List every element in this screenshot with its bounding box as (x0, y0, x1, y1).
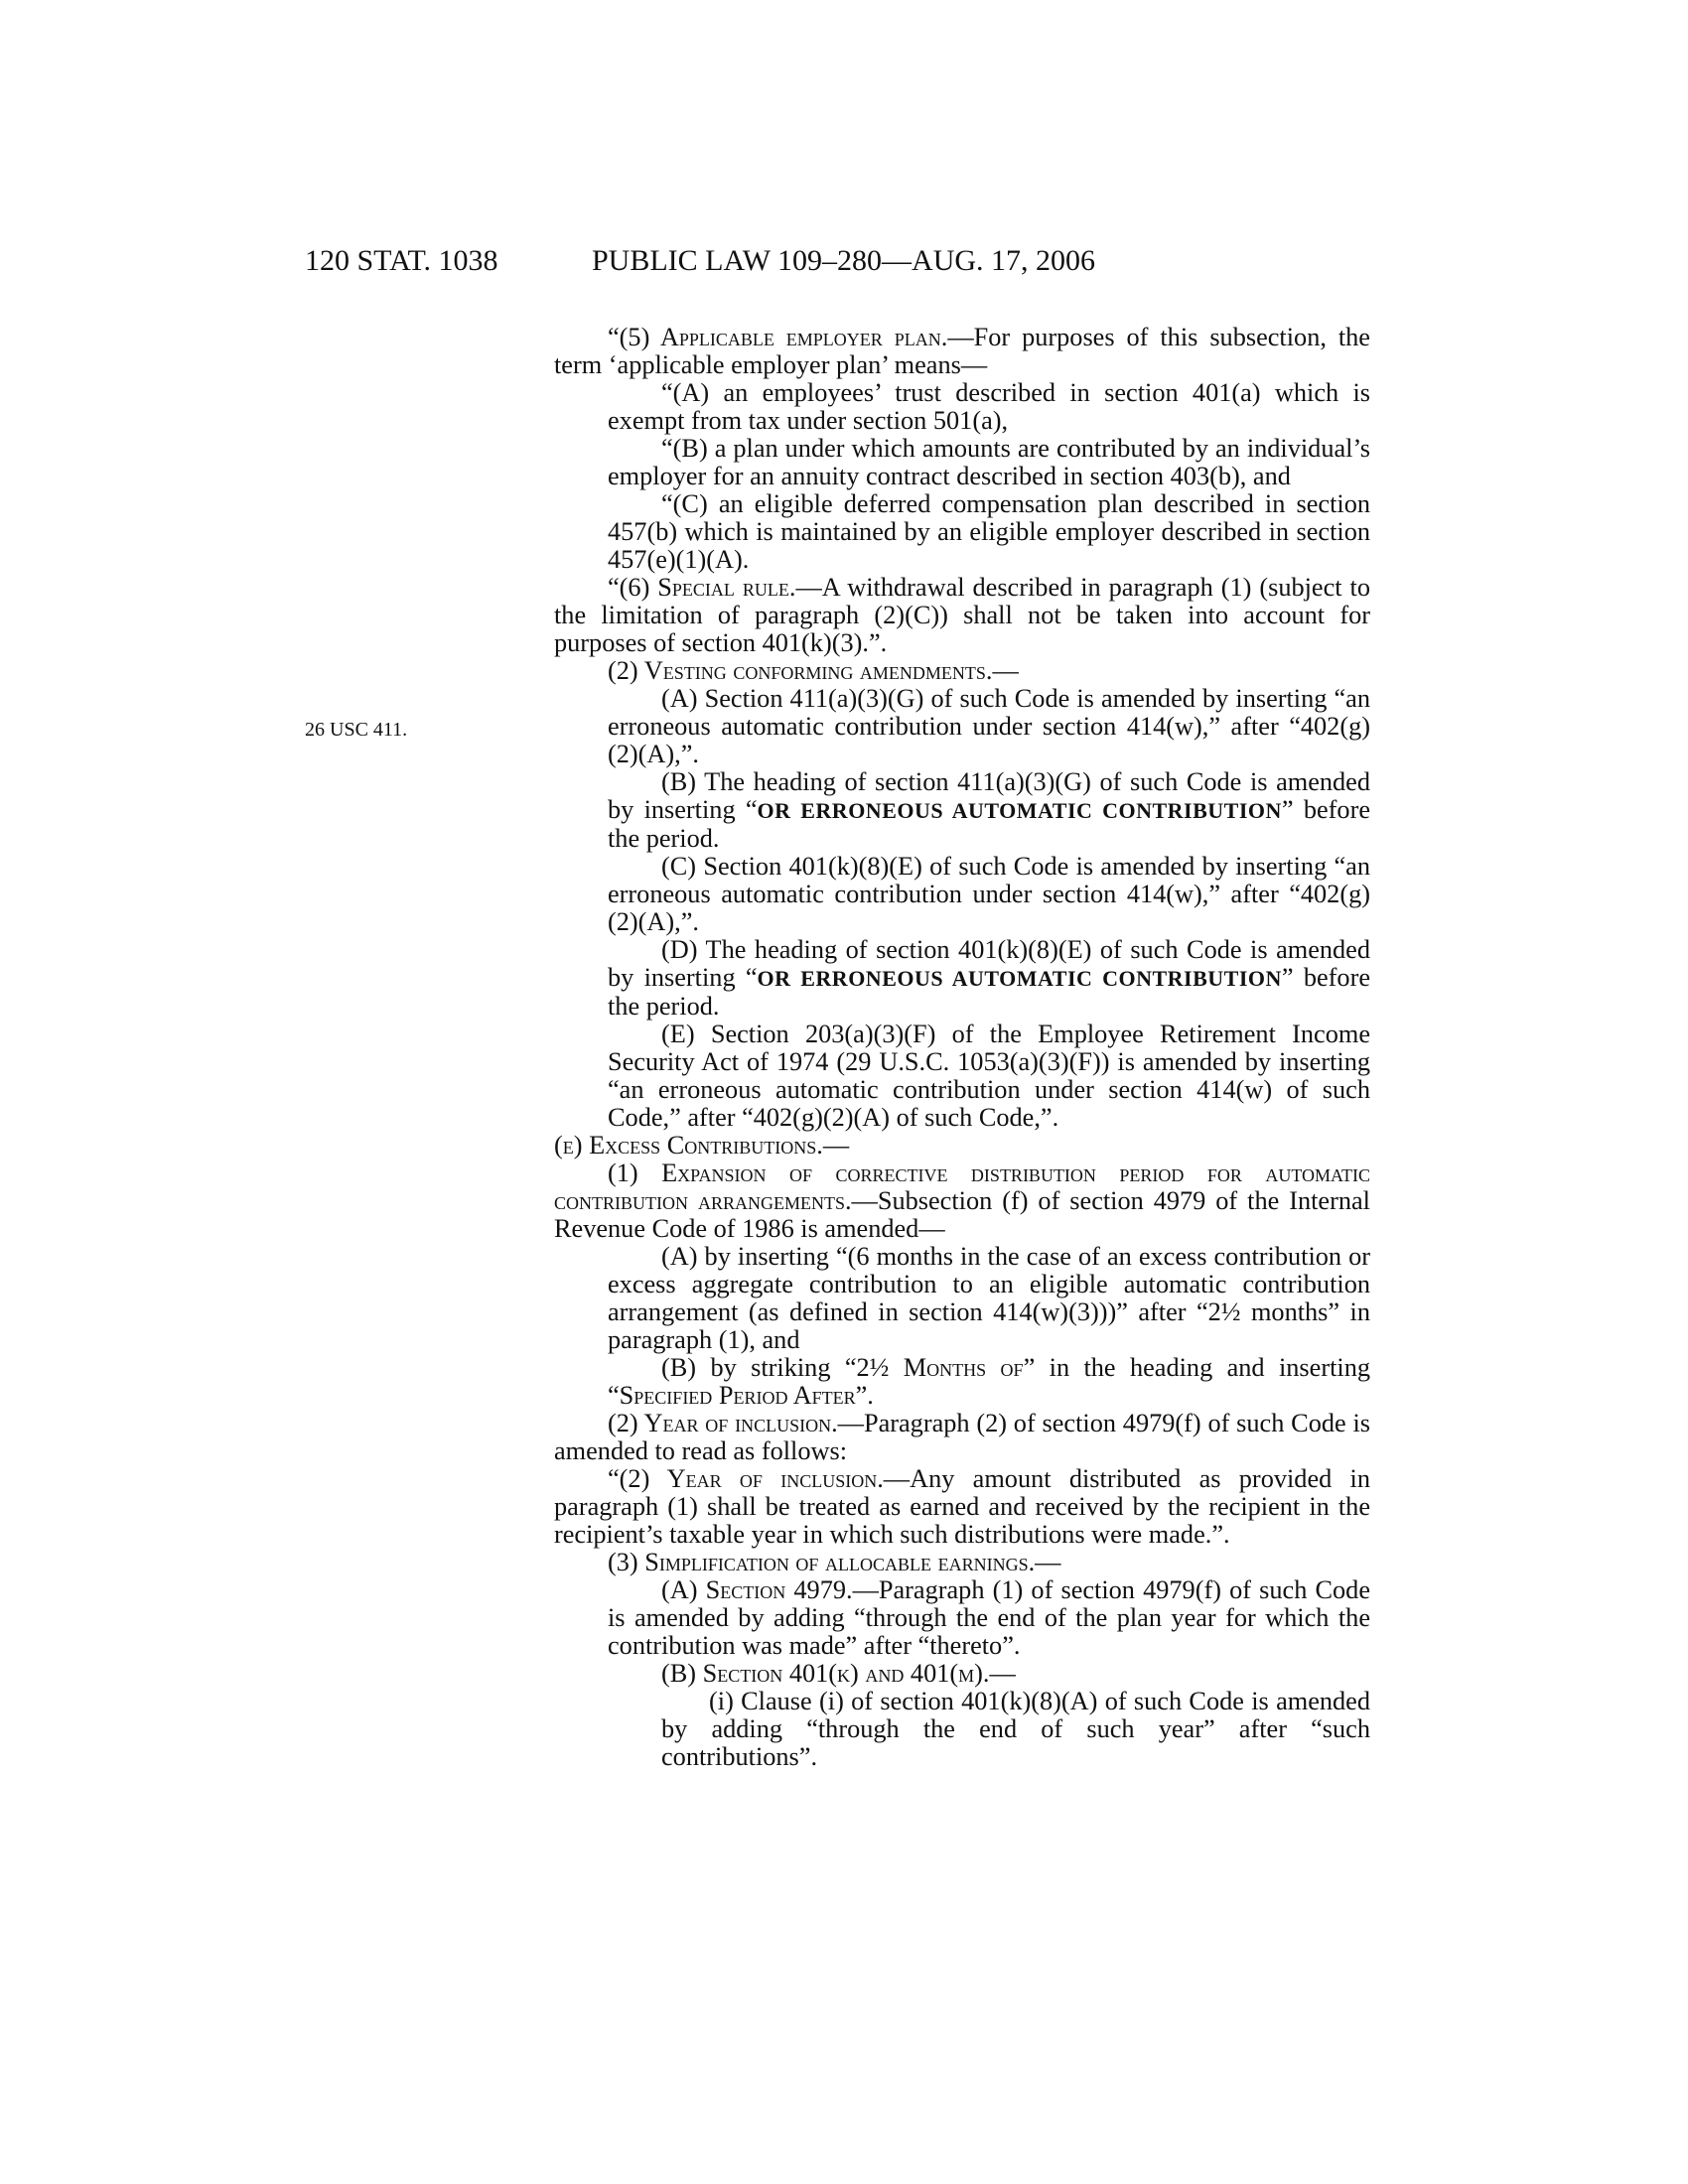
subparagraph-2c: (C) Section 401(k)(8)(E) of such Code is amended by inserting “an erroneous automatic contribution under section 414(w),” after “402(g)(2)(A),”. (608, 852, 1370, 936)
subsection-e-heading: (e) Excess Contributions.— (554, 1131, 850, 1160)
statute-page-reference: 120 STAT. 1038 (305, 244, 498, 277)
section-2-heading: (2) Vesting conforming amendments.— (608, 656, 1019, 685)
quoted-paragraph-2: “(2) Year of inclusion.—Any amount distributed as provided in paragraph (1) shall be treated as earned and received by the recipient in the recipient’s taxable year in which such distributions were made.”. (554, 1464, 1371, 1549)
public-law-title: PUBLIC LAW 109–280—AUG. 17, 2006 (592, 244, 1096, 277)
margin-citation: 26 USC 411. (305, 719, 408, 741)
subparagraph-e1a: (A) by inserting “(6 months in the case of an excess contribution or excess aggregate contribution to an eligible automatic contribution arrangement (as defined in section 414(w)(3)))” after “2½ months” in paragraph (1), and (608, 1242, 1370, 1354)
paragraph-e2: (2) Year of inclusion.—Paragraph (2) of section 4979(f) of such Code is amended to read as follows: (554, 1409, 1370, 1465)
subparagraph-5b: “(B) a plan under which amounts are contributed by an individual’s employer for an annuity contract described in section 403(b), and (608, 434, 1370, 490)
paragraph-e3: (3) Simplification of allocable earnings.— (608, 1548, 1061, 1576)
subparagraph-5c: “(C) an eligible deferred compensation plan described in section 457(b) which is maintained by an eligible employer described in section 457(e)(1)(A). (608, 489, 1370, 574)
paragraph-6: “(6) Special rule.—A withdrawal described in paragraph (1) (subject to the limitation of paragraph (2)(C)) shall not be taken into account for purposes of section 401(k)(3).”. (554, 573, 1370, 657)
subparagraph-2e: (E) Section 203(a)(3)(F) of the Employee Retirement Income Security Act of 1974 (29 U.S.C. 1053(a)(3)(F)) is amended by inserting “an erroneous automatic contribution under section 414(w) of such Code,” after “402(g)(2)(A) of such Code,”. (608, 1020, 1370, 1132)
statute-body (554, 324, 1370, 1771)
clause-e3b-i: (i) Clause (i) of section 401(k)(8)(A) of such Code is amended by adding “through the end of such year” after “such contributions”. (661, 1687, 1370, 1771)
subparagraph-2a: (A) Section 411(a)(3)(G) of such Code is amended by inserting “an erroneous automatic contribution under section 414(w),” after “402(g)(2)(A),”. (608, 684, 1370, 768)
subparagraph-2d: (D) The heading of section 401(k)(8)(E) of such Code is amended by inserting “OR ERRONEOUS AUTOMATIC CONTRIBUTION” before the period. (608, 935, 1371, 1021)
subparagraph-5a: “(A) an employees’ trust described in section 401(a) which is exempt from tax under section 501(a), (608, 378, 1370, 435)
page-header (0, 244, 1688, 284)
subparagraph-e1b: (B) by striking “2½ Months of” in the heading and inserting “Specified Period After”. (608, 1353, 1370, 1410)
paragraph-e1: (1) Expansion of corrective distribution period for automatic contribution arrangements.—Subsection (f) of section 4979 of the Internal Revenue Code of 1986 is amended— (554, 1159, 1370, 1243)
subparagraph-2b: (B) The heading of section 411(a)(3)(G) of such Code is amended by inserting “OR ERRONEOUS AUTOMATIC CONTRIBUTION” before the period. (608, 767, 1371, 853)
paragraph-5: “(5) Applicable employer plan.—For purposes of this subsection, the term ‘applicable employer plan’ means— (554, 323, 1370, 379)
subparagraph-e3a: (A) Section 4979.—Paragraph (1) of section 4979(f) of such Code is amended by adding “through the end of the plan year for which the contribution was made” after “thereto”. (608, 1575, 1371, 1660)
subparagraph-e3b: (B) Section 401(k) and 401(m).— (661, 1659, 1016, 1688)
